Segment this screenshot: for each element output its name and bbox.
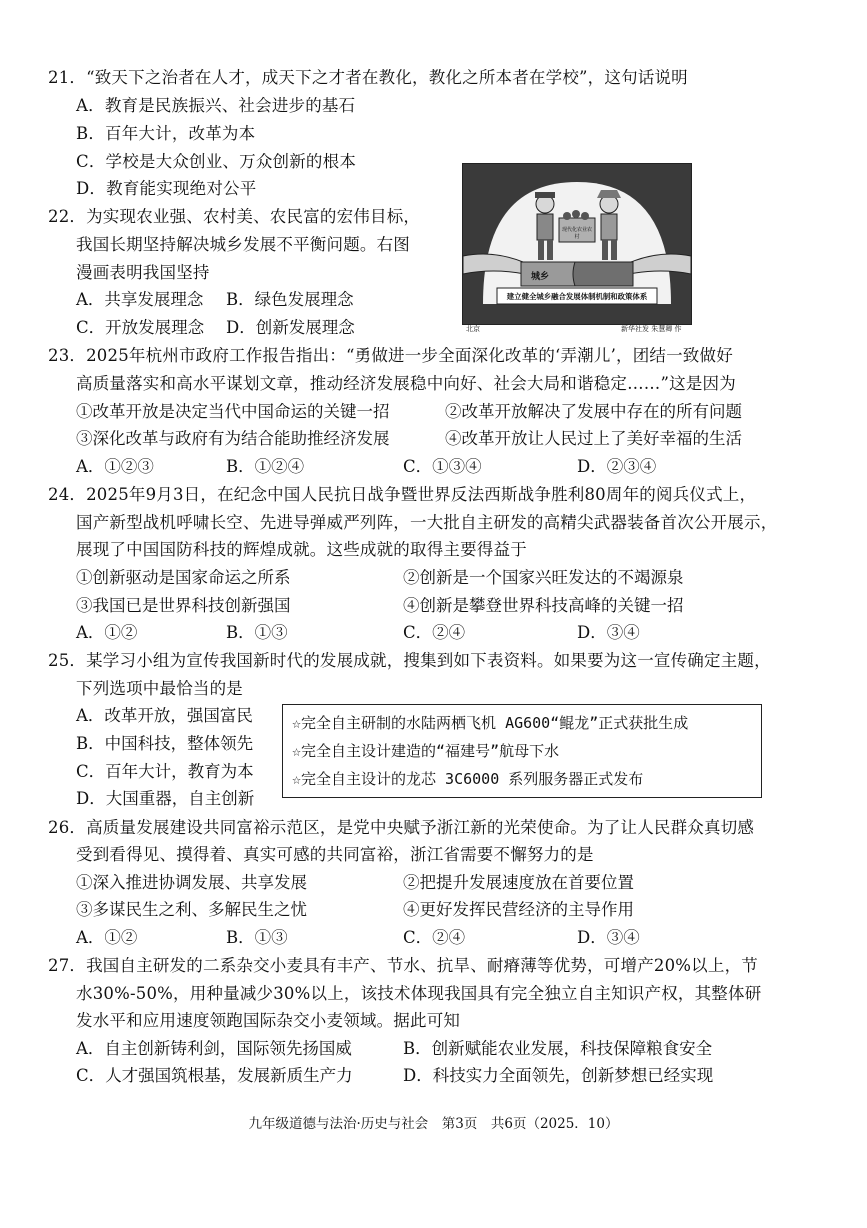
q22-stem-line-2: 我国长期坚持解决城乡发展不平衡问题。右图 xyxy=(76,235,410,254)
q26-item-2: ②把提升发展速度放在首要位置 xyxy=(403,873,634,892)
cartoon-caption-left: 北京 xyxy=(466,325,480,333)
q26-option-a: A．①② xyxy=(76,928,138,947)
q27-stem-line-2: 水30%-50%，用种量减少30%以上，该技术体现我国具有完全独立自主知识产权，其整体研 xyxy=(76,984,762,1003)
cartoon-basket-label: 现代化农业农村 xyxy=(561,227,592,240)
q22-option-d: D．创新发展理念 xyxy=(226,318,355,337)
q23-option-b: B．①②④ xyxy=(226,457,305,476)
q26-option-c: C．②④ xyxy=(403,928,466,947)
q27-option-b: B．创新赋能农业发展，科技保障粮食安全 xyxy=(403,1039,713,1058)
q27-stem-line-3: 发水平和应用速度领跑国际杂交小麦领域。据此可知 xyxy=(76,1011,461,1030)
q25-box-item-3: ☆完全自主设计的龙芯 3C6000 系列服务器正式发布 xyxy=(292,770,644,788)
q22-cartoon xyxy=(462,163,692,325)
q23-item-2: ②改革开放解决了发展中存在的所有问题 xyxy=(445,402,742,421)
q24-item-1: ①创新驱动是国家命运之所系 xyxy=(76,568,291,587)
q22-stem-line-3: 漫画表明我国坚持 xyxy=(76,263,210,282)
q23-option-a: A．①②③ xyxy=(76,457,154,476)
q25-info-box xyxy=(282,704,762,798)
q24-item-4: ④创新是攀登世界科技高峰的关键一招 xyxy=(403,596,684,615)
q22-option-b: B．绿色发展理念 xyxy=(226,290,354,309)
q24-option-c: C．②④ xyxy=(403,623,466,642)
q24-stem-line-2: 国产新型战机呼啸长空、先进导弹威严列阵，一大批自主研发的高精尖武器装备首次公开展示， xyxy=(76,513,778,532)
q22-option-c: C．开放发展理念 xyxy=(76,318,205,337)
q27-stem-line-1: 27．我国自主研发的二系杂交小麦具有丰产、节水、抗旱、耐瘠薄等优势，可增产20%以上，节 xyxy=(48,956,758,975)
q24-stem-line-3: 展现了中国国防科技的辉煌成就。这些成就的取得主要得益于 xyxy=(76,540,527,559)
q23-item-3: ③深化改革与政府有为结合能助推经济发展 xyxy=(76,429,390,448)
q21-option-a: A．教育是民族振兴、社会进步的基石 xyxy=(76,96,356,115)
q25-option-b: B．中国科技，整体领先 xyxy=(76,734,254,753)
q27-option-d: D．科技实力全面领先，创新梦想已经实现 xyxy=(403,1066,714,1085)
q26-option-b: B．①③ xyxy=(226,928,288,947)
q26-item-3: ③多谋民生之利、多解民生之忧 xyxy=(76,900,307,919)
page-footer: 九年级道德与法治·历史与社会 第3页 共6页（2025．10） xyxy=(248,1116,619,1132)
q23-option-c: C．①③④ xyxy=(403,457,482,476)
q24-option-b: B．①③ xyxy=(226,623,288,642)
q26-stem-line-2: 受到看得见、摸得着、真实可感的共同富裕，浙江省需要不懈努力的是 xyxy=(76,845,594,864)
cartoon-board-label: 建立健全城乡融合发展体制机制和政策体系 xyxy=(506,292,648,301)
q27-option-c: C．人才强国筑根基，发展新质生产力 xyxy=(76,1066,353,1085)
q25-stem-line-2: 下列选项中最恰当的是 xyxy=(76,679,243,698)
q26-option-d: D．③④ xyxy=(577,928,640,947)
q25-option-c: C．百年大计，教育为本 xyxy=(76,762,254,781)
q23-item-4: ④改革开放让人民过上了美好幸福的生活 xyxy=(445,429,742,448)
q24-option-d: D．③④ xyxy=(577,623,640,642)
q23-stem-line-1: 23．2025年杭州市政府工作报告指出：“勇做进一步全面深化改革的‘弄潮儿’，团结一致做好 xyxy=(48,346,733,365)
q22-option-a: A．共享发展理念 xyxy=(76,290,204,309)
q23-option-d: D．②③④ xyxy=(577,457,657,476)
q26-stem-line-1: 26．高质量发展建设共同富裕示范区，是党中央赋予浙江新的光荣使命。为了让人民群众真切感 xyxy=(48,818,755,837)
q26-item-4: ④更好发挥民营经济的主导作用 xyxy=(403,900,634,919)
q25-stem-line-1: 25．某学习小组为宣传我国新时代的发展成就，搜集到如下表资料。如果要为这一宣传确定主题， xyxy=(48,651,771,670)
q24-item-3: ③我国已是世界科技创新强国 xyxy=(76,596,291,615)
q21-stem: 21．“致天下之治者在人才，成天下之才者在教化，教化之所本者在学校”，这句话说明 xyxy=(48,68,688,87)
q21-option-b: B．百年大计，改革为本 xyxy=(76,124,256,143)
cartoon-caption-right: 新华社发 朱慧卿 作 xyxy=(621,325,682,333)
q24-item-2: ②创新是一个国家兴旺发达的不竭源泉 xyxy=(403,568,684,587)
cartoon-puzzle-label: 城乡 xyxy=(531,272,550,282)
q25-option-d: D．大国重器，自主创新 xyxy=(76,789,255,808)
q21-option-d: D．教育能实现绝对公平 xyxy=(76,179,257,198)
q24-option-a: A．①② xyxy=(76,623,138,642)
q23-stem-line-2: 高质量落实和高水平谋划文章，推动经济发展稳中向好、社会大局和谐稳定……”这是因为 xyxy=(76,374,736,393)
q25-option-a: A．改革开放，强国富民 xyxy=(76,706,253,725)
q23-item-1: ①改革开放是决定当代中国命运的关键一招 xyxy=(76,402,390,421)
q25-box-item-2: ☆完全自主设计建造的“福建号”航母下水 xyxy=(292,742,560,760)
q22-stem-line-1: 22．为实现农业强、农村美、农民富的宏伟目标， xyxy=(48,207,421,226)
q25-box-item-1: ☆完全自主研制的水陆两栖飞机 AG600“鲲龙”正式获批生成 xyxy=(292,714,689,732)
q26-item-1: ①深入推进协调发展、共享发展 xyxy=(76,873,307,892)
q24-stem-line-1: 24．2025年9月3日，在纪念中国人民抗日战争暨世界反法西斯战争胜利80周年的阅兵仪式上， xyxy=(48,485,757,504)
q27-option-a: A．自主创新铸利剑，国际领先扬国威 xyxy=(76,1039,352,1058)
q21-option-c: C．学校是大众创业、万众创新的根本 xyxy=(76,152,357,171)
